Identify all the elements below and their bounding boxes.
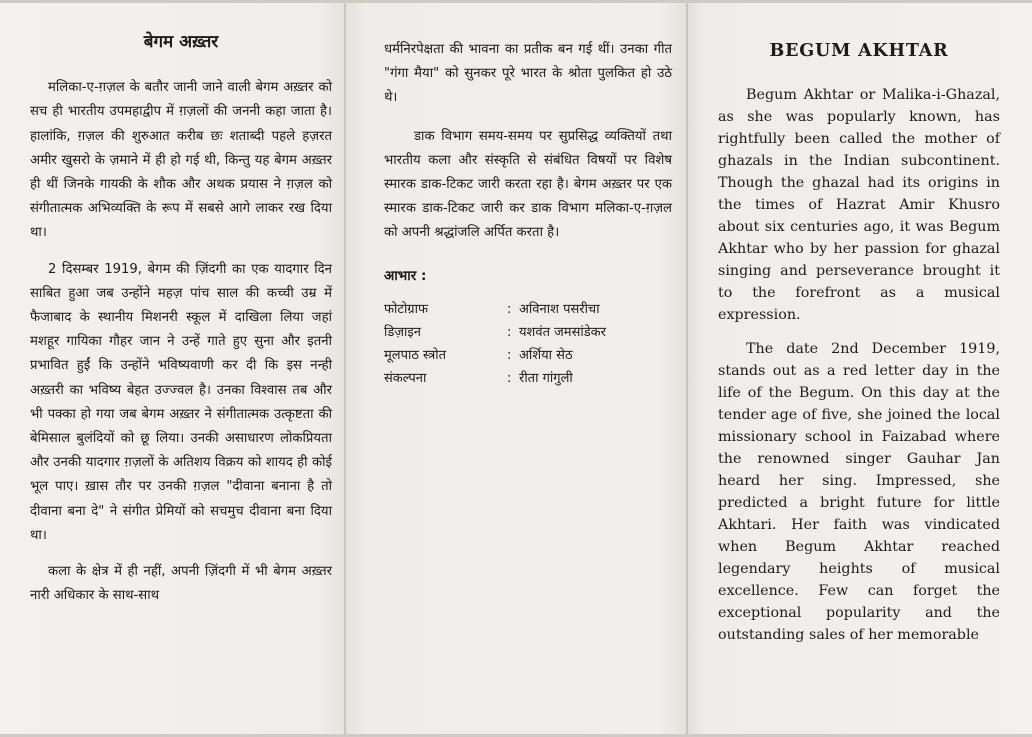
- right-panel-content: [718, 40, 1000, 658]
- english-paragraph-2: The date 2nd December 1919, stands out as a red letter day in the life of the Begum. On this day at the tender age of five, she joined the local missionary school in Faizabad where the renowned singer Gauhar Jan heard her sing. Impressed, she predicted a bright future for little Akhtari. Her faith was vindicated when Begum Akhtar reached legendary heights of musical excellence. Few can forget the exceptional popularity and the outstanding sales of her memorable: [718, 341, 1000, 643]
- credit-role: डिज़ाइन: [384, 324, 421, 340]
- credit-separator: :: [507, 347, 512, 363]
- hindi-paragraph-4: धर्मनिरपेक्षता की भावना का प्रतीक बन गई थीं। उनका गीत "गंगा मैया" को सुनकर पूरे भारत के श्रोता पुलकित हो उठे थे।: [384, 42, 672, 106]
- credits-list: [384, 298, 674, 390]
- credit-separator: :: [507, 370, 512, 386]
- english-title: BEGUM AKHTAR: [769, 41, 949, 61]
- credit-name: अविनाश पसरीचा: [519, 301, 600, 317]
- fold-line-left: [344, 0, 346, 737]
- hindi-paragraph-5: डाक विभाग समय-समय पर सुप्रसिद्ध व्यक्तियों तथा भारतीय कला और संस्कृति से संबंधित विषयों पर विशेष स्मारक डाक-टिकट जारी करता रहा है। बेगम अख़्तर पर एक स्मारक डाक-टिकट जारी कर डाक विभाग मलिका-ए-ग़ज़ल को अपनी श्रद्धांजलि अर्पित करता है।: [384, 128, 672, 241]
- acknowledgement-heading: आभार :: [384, 267, 427, 284]
- top-edge: [0, 0, 1032, 3]
- credit-row-photograph: [384, 298, 674, 321]
- hindi-title: बेगम अख़्तर: [143, 32, 219, 52]
- fold-line-right: [686, 0, 688, 737]
- middle-panel-content: [384, 38, 672, 390]
- hindi-paragraph-3: कला के क्षेत्र में ही नहीं, अपनी ज़िंदगी में भी बेगम अख़्तर नारी अधिकार के साथ-साथ: [30, 564, 332, 604]
- hindi-paragraph-1: मलिका-ए-ग़ज़ल के बतौर जानी जाने वाली बेगम अख़्तर को सच ही भारतीय उपमहाद्वीप में ग़ज़लों की जननी कहा जाता है। हालांकि, ग़ज़ल की शुरुआत करीब छः शताब्दी पहले हज़रत अमीर खुसरो के ज़माने में ही हो गई थी, किन्तु यह बेगम अख़्तर ही थीं जिनके गायकी के शौक और अथक प्रयास ने ग़ज़ल को संगीतात्मक अभिव्यक्ति के रूप में सबसे आगे लाकर रख दिया था।: [30, 80, 332, 241]
- credit-role: मूलपाठ स्त्रोत: [384, 347, 447, 363]
- english-paragraph-1: Begum Akhtar or Malika-i-Ghazal, as she was popularly known, has rightfully been called the mother of ghazals in the Indian subcontinent. Though the ghazal had its origins in the times of Hazrat Amir Khusro about six centuries ago, it was Begum Akhtar who by her passion for ghazal singing and perseverance brought it to the forefront as a musical expression.: [718, 87, 1000, 323]
- hindi-paragraph-2: 2 दिसम्बर 1919, बेगम की ज़िंदगी का एक यादगार दिन साबित हुआ जब उन्होंने महज़ पांच साल की कच्ची उम्र में फैजाबाद के स्थानीय मिशनरी स्कूल में दाखिला लिया जहां मशहूर गायिका गौहर जान ने उन्हें गाते हुए सुना और इतनी प्रभावित हुईं कि उन्होंने भविष्यवाणी कर दी कि इस नन्ही अख़्तरी का भविष्य बेहत उज्ज्वल है। उनका विश्वास तब और भी पक्का हो गया जब बेगम अख़्तर ने संगीतात्मक उत्कृष्टता की बेमिसाल बुलंदियों को छू लिया। उनकी असाधारण लोकप्रियता और उनकी यादगार ग़ज़लों के अतिशय विक्रय को शायद ही कोई भूल पाए। ख़ास तौर पर उनकी ग़ज़ल "दीवाना बनाना है तो दीवाना बना दे" ने संगीत प्रेमियों को सचमुच दीवाना बना दिया था।: [30, 261, 332, 543]
- credit-separator: :: [507, 324, 512, 340]
- credit-row-design: [384, 321, 674, 344]
- credit-row-concept: [384, 367, 674, 390]
- credit-name: अर्शिया सेठ: [519, 347, 573, 363]
- credit-role: संकल्पना: [384, 370, 427, 386]
- credit-separator: :: [507, 301, 512, 317]
- credit-row-text-source: [384, 344, 674, 367]
- credit-name: यशवंत जमसांडेकर: [519, 324, 606, 340]
- left-panel-content: [30, 30, 332, 620]
- credit-name: रीता गांगुली: [519, 370, 573, 386]
- credit-role: फोटोग्राफ: [384, 301, 429, 317]
